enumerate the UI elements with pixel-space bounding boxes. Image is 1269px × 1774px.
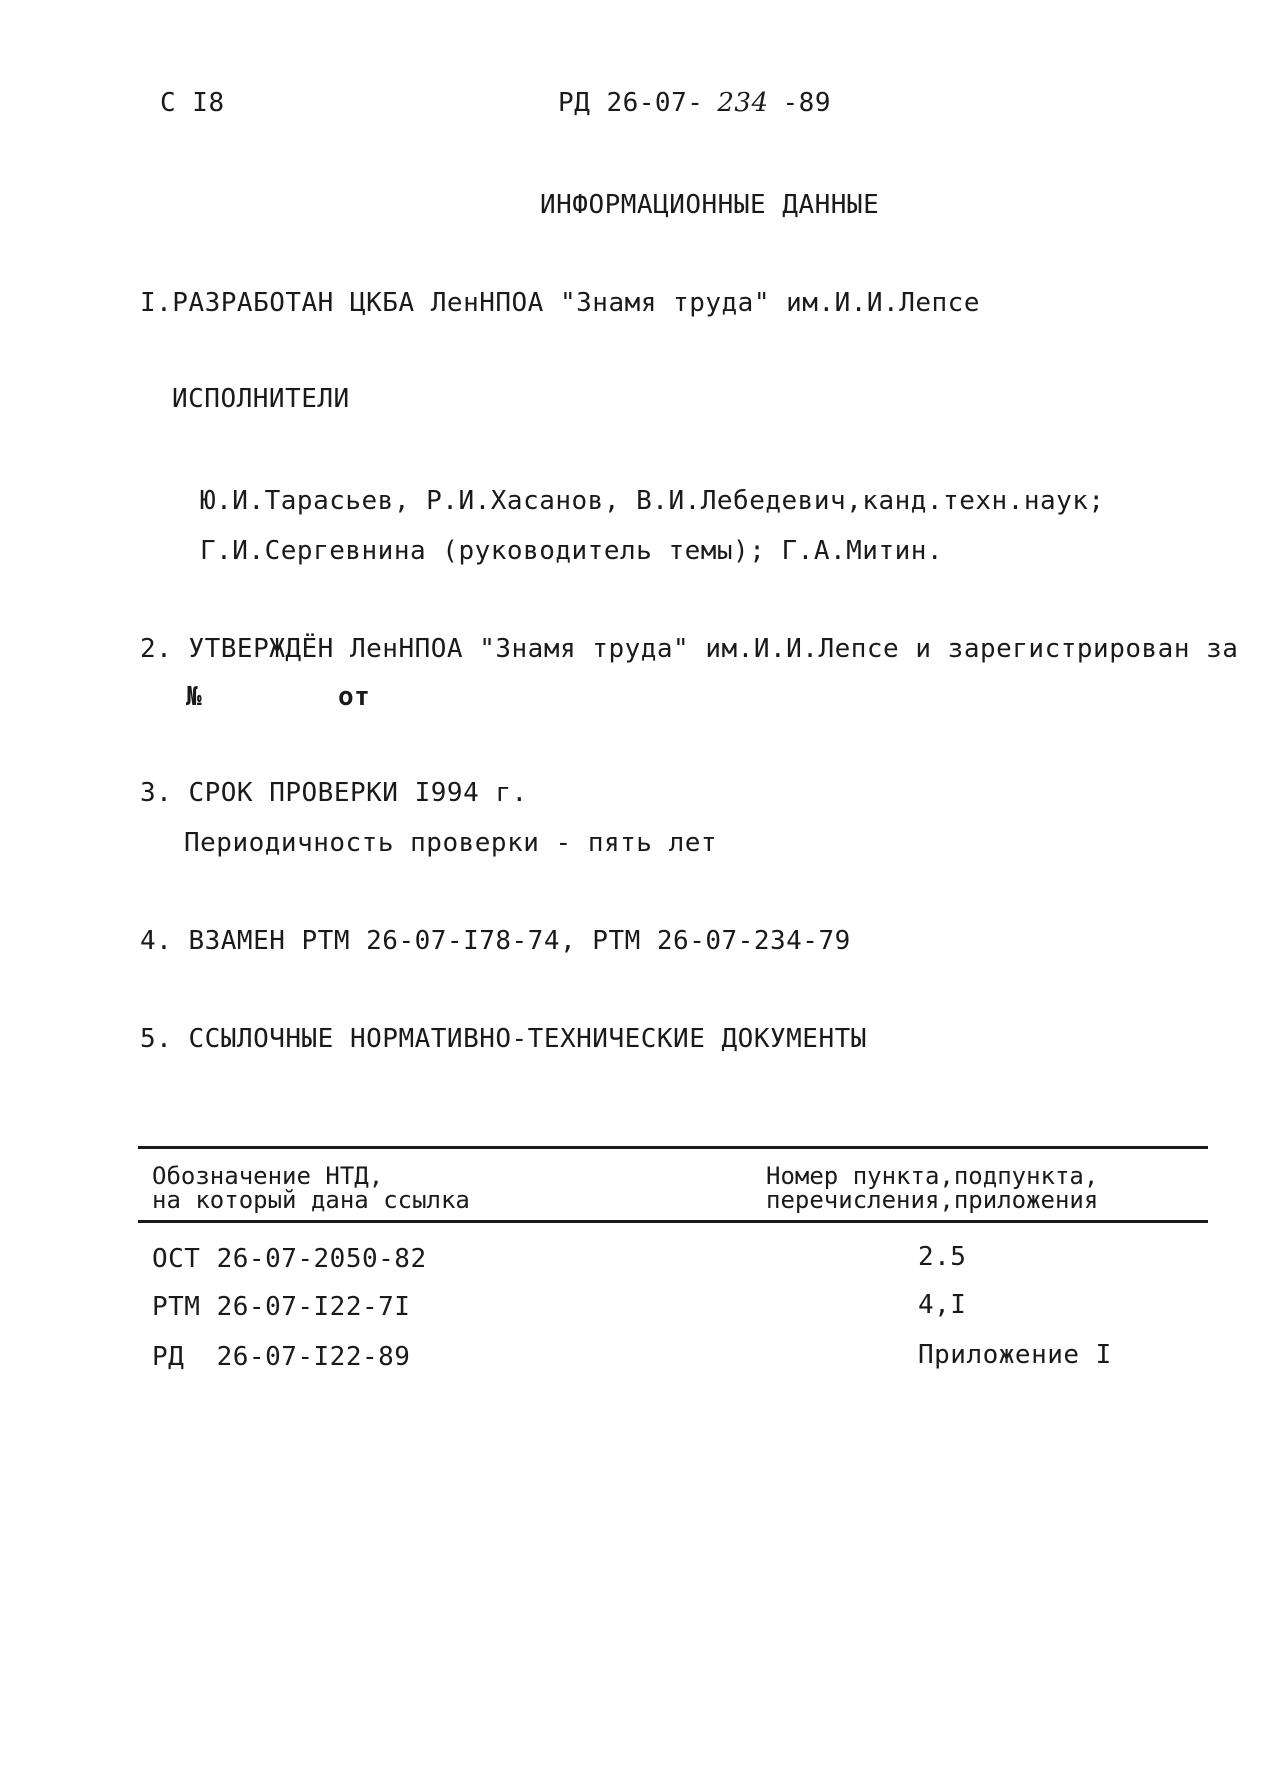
table-header-rule (138, 1220, 1208, 1223)
performers-label: ИСПОЛНИТЕЛИ (172, 384, 350, 414)
registration-date-label: от (338, 682, 371, 712)
page-number: С I8 (160, 88, 225, 118)
table-row-2-reference: 4,I (918, 1290, 967, 1320)
document-code-number: 234 (717, 88, 769, 118)
table-row-1-document: ОСТ 26-07-2050-82 (152, 1244, 427, 1274)
table-top-rule (138, 1146, 1208, 1149)
document-code-prefix: РД 26-07- (558, 88, 704, 118)
section-2-approved: 2. УТВЕРЖДЁН ЛенНПОА "Знамя труда" им.И.И.Лепсе и зарегистрирован за (140, 634, 1239, 664)
table-row-1-reference: 2.5 (918, 1242, 967, 1272)
document-code (558, 88, 831, 118)
section-1-developed: I.РАЗРАБОТАН ЦКБА ЛенНПОА "Знамя труда" им.И.И.Лепсе (140, 288, 980, 318)
performers-line-2: Г.И.Сергевнина (руководитель темы); Г.А.Митин. (200, 536, 944, 566)
review-periodicity: Периодичность проверки - пять лет (184, 828, 718, 858)
table-header-left-line-1: Обозначение НТД, (152, 1162, 384, 1190)
section-4-replaces: 4. ВЗАМЕН РТМ 26-07-I78-74, РТМ 26-07-234-79 (140, 926, 851, 956)
document-code-suffix: -89 (782, 88, 831, 118)
table-row-3-document: РД 26-07-I22-89 (152, 1342, 411, 1372)
page-title: ИНФОРМАЦИОННЫЕ ДАННЫЕ (540, 190, 880, 220)
section-3-review-date: 3. СРОК ПРОВЕРКИ I994 г. (140, 778, 528, 808)
section-5-references: 5. ССЫЛОЧНЫЕ НОРМАТИВНО-ТЕХНИЧЕСКИЕ ДОКУМЕНТЫ (140, 1024, 867, 1054)
table-row-2-document: РТМ 26-07-I22-7I (152, 1292, 411, 1322)
table-header-right-line-2: перечисления,приложения (766, 1186, 1099, 1214)
table-row-3-reference: Приложение I (918, 1340, 1112, 1370)
registration-number-sign: № (186, 682, 203, 712)
table-header-left-line-2: на который дана ссылка (152, 1186, 470, 1214)
performers-line-1: Ю.И.Тарасьев, Р.И.Хасанов, В.И.Лебедевич,канд.техн.наук; (200, 486, 1105, 516)
table-header-right-line-1: Номер пункта,подпункта, (766, 1162, 1099, 1190)
